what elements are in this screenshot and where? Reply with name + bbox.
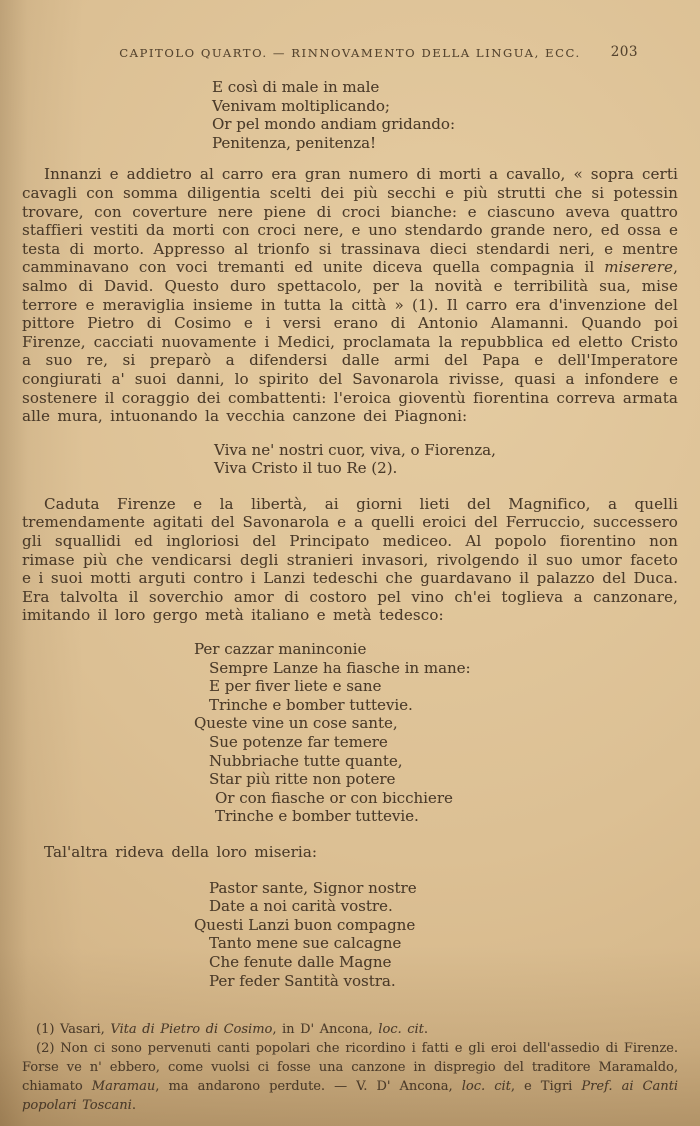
italic-text-segment: Vita di Pietro di Cosimo (110, 1022, 273, 1038)
verse-line: Tanto mene sue calcagne (209, 934, 402, 953)
running-title: CAPITOLO QUARTO. — RINNOVAMENTO DELLA LINGUA, ECC. (119, 46, 581, 60)
verse-line: Nubbriache tutte quante, (209, 751, 403, 770)
paragraph-carnival-triumph (22, 165, 678, 425)
verse-line: Sempre Lanze ha fiasche in mane: (209, 658, 471, 677)
paragraph-caduta-firenze (22, 495, 678, 625)
verse-line: Che fenute dalle Magne (209, 952, 392, 971)
interlude-line: Tal'altra rideva della loro miseria: (44, 842, 318, 861)
text-segment: , in D' Ancona, (272, 1022, 379, 1038)
text-segment: . (131, 1098, 136, 1114)
verse-viva-fiorenza (214, 441, 678, 478)
page-header (22, 46, 678, 60)
verse-line: Questi Lanzi buon compagne (194, 915, 416, 934)
verse-line: E così di male in male (212, 78, 380, 96)
footnote-1 (22, 1020, 678, 1039)
text-segment: Caduta Firenze e la libertà, ai giorni lieti del Magnifico, a quelli tremendamente agitati del Savonarola e a quelli eroici del Ferruccio, successero gli squallidi ed ingloriosi del Principato mediceo. Al popolo fiorentino non rimase più che vendicarsi degli stranieri invasori, rivolgendo il suo umor faceto e i suoi motti arguti contro i Lanzi tedeschi che guardavano il palazzo del Duca. Era talvolta il soverchio amor di costoro pel vino ch'ei toglieva a canzonare, imitando il loro gergo metà italiano e metà tedesco: (22, 494, 678, 625)
italic-text-segment: loc. cit (461, 1079, 511, 1095)
verse-line: Viva Cristo il tuo Re (2). (214, 459, 398, 478)
verse-line: Per feder Santità vostra. (209, 971, 396, 990)
verse-line: Pastor sante, Signor nostre (209, 878, 417, 897)
verse-line: Date a noi carità vostre. (209, 897, 393, 916)
text-segment: (2) Non ci sono pervenuti canti popolari che ricordino i fatti e gli eroi dell'assedio di Firenze. Forse ve n' ebbero, come vuolsi ci fosse una canzone in dispregio del traditore Maramaldo, chiamato (22, 1041, 678, 1095)
text-segment: , ma andarono perdute. — V. D' Ancona, (155, 1079, 462, 1095)
verse-line: Or pel mondo andiam gridando: (212, 115, 455, 134)
verse-line: Per cazzar maninconie (194, 640, 367, 659)
verse-line: Venivam moltiplicando; (212, 96, 390, 115)
italic-text-segment: loc. cit (378, 1022, 424, 1038)
verse-lanzi-drinking-song (194, 640, 678, 826)
footnotes-section (22, 1020, 678, 1115)
text-segment: , salmo di David. Questo duro spettacolo, per la novità e terribilità sua, mise terrore e meraviglia insieme in tutta la città » (1). Il carro era d'invenzione del pittore Pietro di Cosimo e i versi erano di Antonio Alamanni. Quando poi Firenze, cacciati nuovamente i Medici, proclamata la repubblica ed eletto Cristo a suo re, si preparò a difendersi dalle armi del Papa e dell'Imperatore congiurati a' suoi danni, lo spirito del Savonarola rivisse, quasi a infondere e sostenere il coraggio dei combattenti: l'eroica gioventù fiorentina correva armata alle mura, intuonando la vecchia canzone dei Piagnoni: (22, 258, 678, 426)
verse-line: E per fiver liete e sane (209, 677, 382, 696)
verse-line: Sue potenze far temere (209, 733, 388, 751)
verse-line: Trinche e bomber tuttevie. (215, 807, 419, 826)
verse-line: Queste vine un cose sante, (194, 714, 398, 733)
verse-line: Viva ne' nostri cuor, viva, o Fiorenza, (214, 440, 496, 459)
verse-line: Trinche e bomber tuttevie. (209, 695, 413, 714)
italic-text-segment: miserere (604, 258, 674, 277)
text-segment: , e Tigri (510, 1079, 582, 1095)
page-number: 203 (610, 44, 638, 60)
italic-text-segment: Pref. ai Canti popolari Toscani (22, 1079, 679, 1114)
verse-line: Or con fiasche or con bicchiere (215, 788, 453, 807)
italic-text-segment: Maramau (91, 1079, 156, 1095)
text-segment: . (423, 1022, 429, 1038)
text-segment: (1) Vasari, (36, 1022, 111, 1038)
verse-opening (212, 78, 678, 152)
verse-line: Star più ritte non potere (209, 770, 396, 789)
text-segment: Innanzi e addietro al carro era gran numero di morti a cavallo, « sopra certi cavagli con somma diligentia scelti dei più secchi e più strutti che si potessin trovare, con coverture nere piene di croci bianche: e ciascuno aveva quattro staffieri vestiti da morti con croci nere, e uno stendardo grande nero, ed ossa e testa di morto. Appresso al trionfo si trassinava dieci stendardi neri, e mentre camminavano con voci tremanti ed unite diceva quella compagnia il (22, 165, 678, 277)
verse-line: Penitenza, penitenza! (212, 133, 377, 152)
footnote-2 (22, 1039, 678, 1115)
verse-lanzi-misery-song (194, 879, 678, 991)
